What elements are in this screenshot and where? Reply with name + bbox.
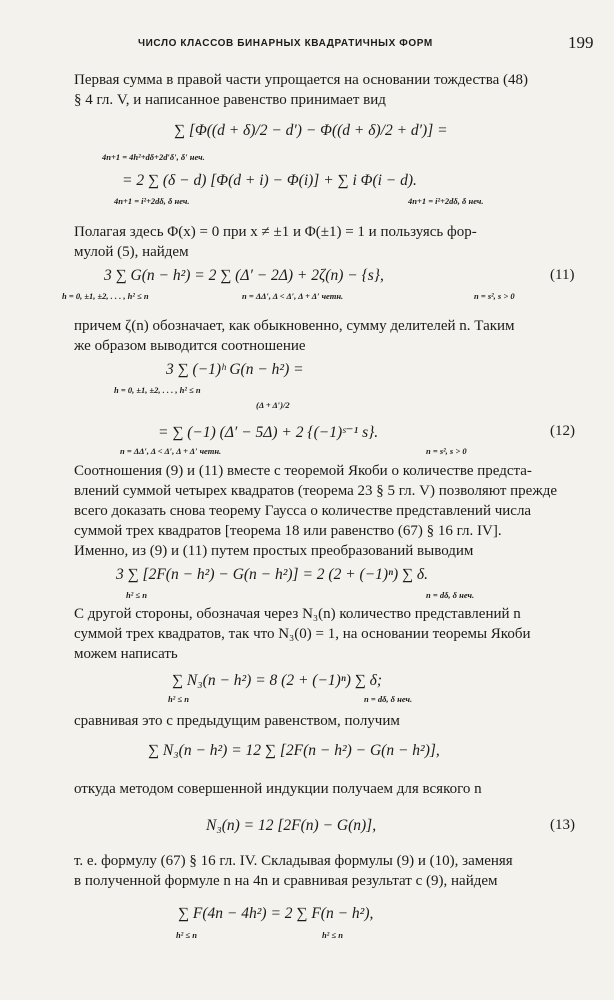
equation-subscript: h² ≤ n: [126, 590, 147, 600]
equation-number: (13): [550, 817, 575, 833]
equation-subscript: h² ≤ n: [322, 930, 343, 940]
equation-line: 3 ∑ G(n − h²) = 2 ∑ (Δ′ − 2Δ) + 2ζ(n) − {s},: [104, 267, 384, 284]
equation-subscript: n = s², s > 0: [474, 291, 515, 301]
paragraph-line: можем написать: [74, 646, 178, 662]
paragraph-line: т. е. формулу (67) § 16 гл. IV. Складывая формулы (9) и (10), заменяя: [74, 853, 513, 869]
equation-line: 3 ∑ (−1)ʰ G(n − h²) =: [166, 361, 304, 378]
equation-line: ∑ [Φ((d + δ)/2 − d′) − Φ((d + δ)/2 + d′)] =: [174, 122, 448, 139]
equation-line: ∑ N₃(n − h²) = 8 (2 + (−1)ⁿ) ∑ δ;: [172, 672, 383, 689]
equation-subscript: h² ≤ n: [168, 694, 189, 704]
paragraph-line: суммой трех квадратов [теорема 18 или равенство (67) § 16 гл. IV].: [74, 523, 502, 539]
equation-subscript: n = ΔΔ′, Δ < Δ′, Δ + Δ′ четн.: [242, 291, 344, 301]
paragraph-line: откуда методом совершенной индукции получаем для всякого n: [74, 781, 482, 797]
equation-subscript: n = dδ, δ неч.: [364, 694, 413, 704]
equation-line: 3 ∑ [2F(n − h²) − G(n − h²)] = 2 (2 + (−1)ⁿ) ∑ δ.: [116, 566, 429, 583]
paragraph-line: сравнивая это с предыдущим равенством, получим: [74, 713, 400, 729]
paragraph-line: Первая сумма в правой части упрощается на основании тождества (48): [74, 72, 529, 88]
paragraph-line: причем ζ(n) обозначает, как обыкновенно, сумму делителей n. Таким: [74, 318, 515, 334]
paragraph-line: Соотношения (9) и (11) вместе с теоремой Якоби о количестве предста-: [74, 463, 532, 479]
paragraph-line: же образом выводится соотношение: [74, 338, 306, 354]
running-header: ЧИСЛО КЛАССОВ БИНАРНЫХ КВАДРАТИЧНЫХ ФОРМ: [138, 38, 433, 49]
equation-line: = 2 ∑ (δ − d) [Φ(d + i) − Φ(i)] + ∑ i Φ(i − d).: [122, 172, 417, 189]
paragraph-line: С другой стороны, обозначая через N₃(n) количество представлений n: [74, 606, 521, 622]
equation-subscript: h = 0, ±1, ±2, . . . , h² ≤ n: [114, 385, 201, 395]
equation-subscript: h² ≤ n: [176, 930, 197, 940]
paragraph-line: влений суммой четырех квадратов (теорема 23 § 5 гл. V) позволяют прежде: [74, 483, 557, 499]
equation-number: (11): [550, 267, 575, 283]
paragraph-line: суммой трех квадратов, так что N₃(0) = 1, на основании теоремы Якоби: [74, 626, 531, 642]
equation-line: ∑ F(4n − 4h²) = 2 ∑ F(n − h²),: [178, 905, 374, 922]
equation-subscript: n = ΔΔ′, Δ < Δ′, Δ + Δ′ четн.: [120, 446, 222, 456]
equation-subscript: n = dδ, δ неч.: [426, 590, 475, 600]
equation-line: N₃(n) = 12 [2F(n) − G(n)],: [206, 817, 377, 834]
paragraph-line: Именно, из (9) и (11) путем простых преобразований выводим: [74, 543, 474, 559]
paragraph-line: § 4 гл. V, и написанное равенство принимает вид: [74, 92, 386, 108]
equation-subscript: n = s², s > 0: [426, 446, 467, 456]
equation-line: ∑ N₃(n − h²) = 12 ∑ [2F(n − h²) − G(n − h²)],: [148, 742, 440, 759]
paragraph-line: Полагая здесь Φ(x) = 0 при x ≠ ±1 и Φ(±1) = 1 и пользуясь фор-: [74, 224, 477, 240]
equation-subscript: h = 0, ±1, ±2, . . . , h² ≤ n: [62, 291, 149, 301]
equation-exponent: (Δ + Δ′)/2: [256, 400, 290, 410]
paragraph-line: в полученной формуле n на 4n и сравнивая результат с (9), найдем: [74, 873, 498, 889]
paragraph-line: мулой (5), найдем: [74, 244, 189, 260]
equation-subscript: 4n+1 = i²+2dδ, δ неч.: [114, 196, 190, 206]
paragraph-line: всего доказать снова теорему Гаусса о количестве представлений числа: [74, 503, 532, 519]
equation-subscript: 4n+1 = i²+2dδ, δ неч.: [408, 196, 484, 206]
equation-subscript: 4n+1 = 4h²+dδ+2d′δ′, δ′ неч.: [102, 152, 205, 162]
page-number: 199: [568, 33, 594, 52]
equation-number: (12): [550, 423, 575, 439]
equation-line: = ∑ (−1) (Δ′ − 5Δ) + 2 {(−1)ˢ⁻¹ s}.: [158, 424, 379, 441]
